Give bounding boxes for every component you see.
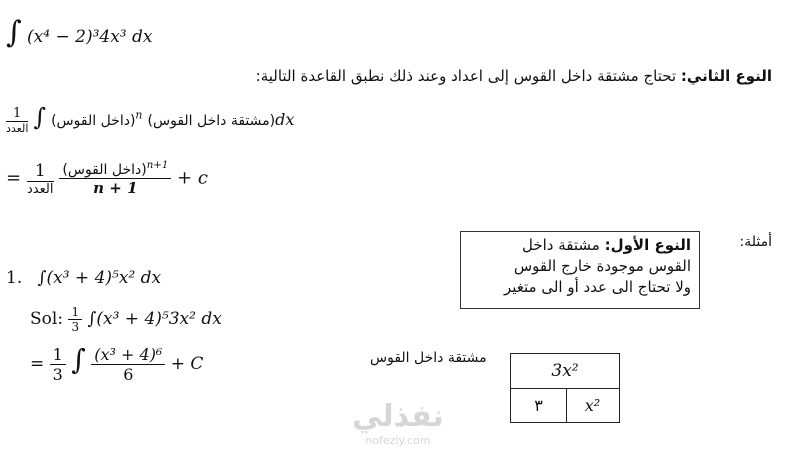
rule-formula-2 — [6, 160, 208, 197]
type1-line1: مشتقة داخل — [521, 236, 605, 254]
result-numerator: (x³ + 4)⁶ — [91, 345, 165, 365]
rule2-numerator: 1 — [27, 161, 54, 182]
solution-fraction-denominator: 3 — [71, 320, 80, 334]
rule1-derivative: (مشتقة داخل القوس) — [147, 113, 276, 129]
derivative-grid — [510, 353, 620, 423]
type2-label: النوع الثاني: — [680, 67, 772, 85]
derivative-label: مشتقة داخل القوس — [370, 350, 487, 366]
integral-sign: ∫ — [6, 15, 22, 50]
result-line — [30, 345, 203, 384]
type1-label: النوع الأول: — [604, 236, 691, 254]
result-plus-c: + C — [170, 354, 204, 374]
rule1-inner: (داخل القوس) — [51, 113, 136, 129]
example-1 — [6, 268, 161, 288]
type1-line3: ولا تحتاج الى عدد أو الى متغير — [503, 278, 691, 296]
rule2-inner: (داخل القوس) — [62, 162, 147, 178]
top-integral-body: (x⁴ − 2)³4x³ dx — [27, 27, 153, 47]
rule2-denominator-2: n + 1 — [93, 179, 138, 197]
solution-expression: ∫(x³ + 4)⁵3x² dx — [87, 309, 222, 329]
rule1-dx: dx — [275, 110, 295, 129]
result-integral-sign: ∫ — [71, 343, 86, 376]
rule1-fraction-denominator: العدد — [6, 122, 29, 135]
rule1-fraction-numerator: 1 — [6, 106, 28, 122]
rule2-denominator: العدد — [27, 181, 54, 197]
watermark — [352, 400, 444, 447]
rule-formula-1 — [6, 105, 294, 135]
grid-top-cell: 3x² — [511, 354, 619, 389]
result-fraction-denominator: 3 — [52, 365, 63, 384]
example-1-number: 1. — [6, 268, 23, 288]
type2-text: تحتاج مشتقة داخل القوس إلى اعداد وعند ذلك نطبق القاعدة التالية: — [255, 67, 681, 85]
type1-line2: القوس موجودة خارج القوس — [513, 257, 691, 275]
result-equals: = — [30, 354, 45, 374]
result-denominator: 6 — [123, 365, 134, 384]
rule2-plus-c: + c — [177, 167, 208, 189]
top-integral-expression — [6, 15, 153, 50]
rule2-equals: = — [6, 167, 22, 189]
solution-fraction-numerator: 1 — [68, 305, 82, 320]
example-1-expression: ∫(x³ + 4)⁵x² dx — [37, 268, 162, 288]
type1-note-box — [460, 231, 700, 309]
watermark-arabic: نفذلي — [352, 399, 444, 434]
rule1-integral-sign: ∫ — [33, 103, 46, 131]
examples-label: أمثلة: — [739, 234, 772, 250]
grid-bottom-left-cell: ٣ — [511, 388, 567, 422]
watermark-url: nofezly.com — [365, 434, 431, 447]
type2-heading — [256, 67, 772, 85]
rule2-power: n+1 — [146, 160, 169, 171]
solution-line — [30, 305, 222, 334]
solution-label: Sol: — [30, 309, 64, 329]
rule1-power: n — [135, 108, 143, 122]
result-fraction-numerator: 1 — [50, 345, 66, 365]
grid-bottom-right-cell: x² — [584, 395, 601, 415]
